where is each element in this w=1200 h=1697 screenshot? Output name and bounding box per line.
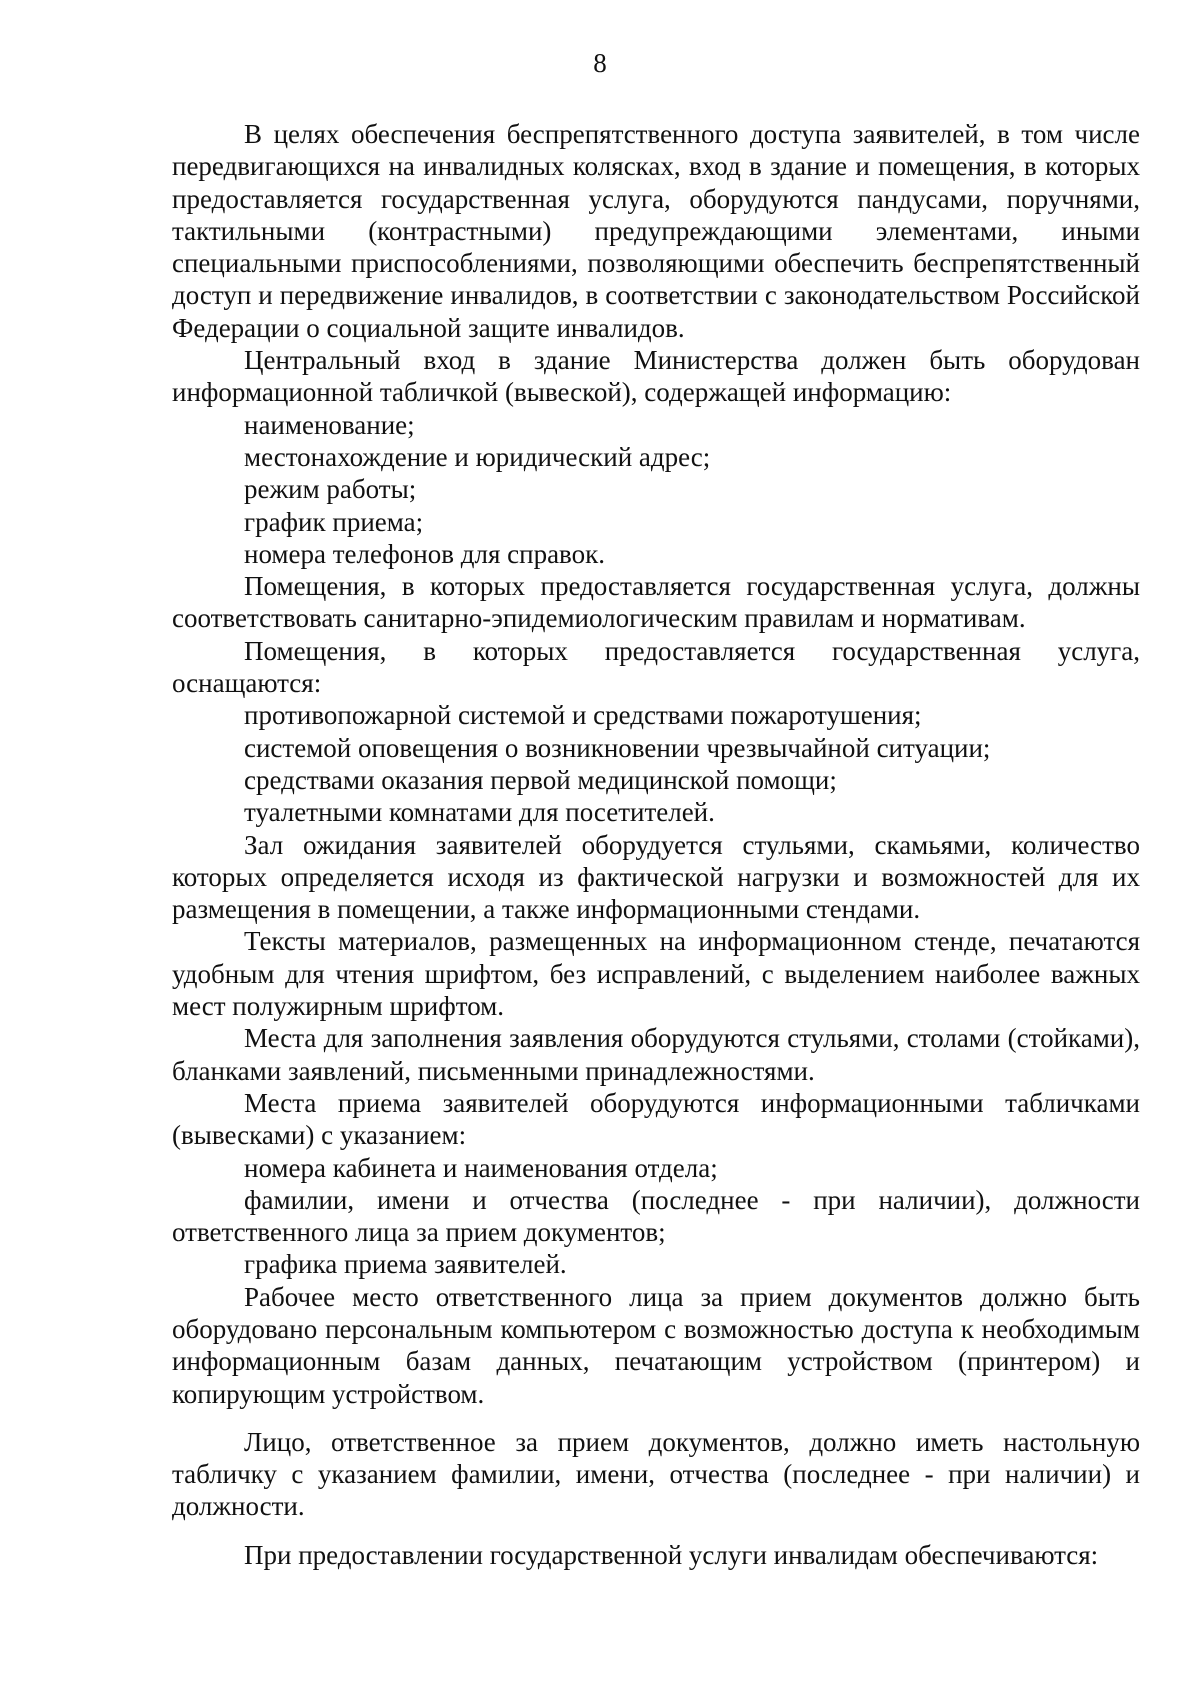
paragraph-desk-plate: Лицо, ответственное за прием документов, должно иметь настольную табличку с указанием фамилии, имени, отчества (последнее - при наличии) и должности. [172,1426,1140,1522]
list-item-responsible-person: фамилии, имени и отчества (последнее - при наличии), должности ответственного лица за прием документов; [172,1184,1140,1248]
list-item-fire-system: противопожарной системой и средствами пожаротушения; [244,700,922,731]
list-item-name: наименование; [244,409,415,440]
list-item-toilets: туалетными комнатами для посетителей. [244,797,715,828]
paragraph-central-entrance: Центральный вход в здание Министерства должен быть оборудован информационной табличкой (вывеской), содержащей информацию: [172,345,1140,408]
list-item-reception-graph: графика приема заявителей. [244,1249,567,1280]
list-item-work-hours: режим работы; [244,474,417,505]
paragraph-accessibility: В целях обеспечения беспрепятственного доступа заявителей, в том числе передвигающихся на инвалидных колясках, вход в здание и помещения, в которых предоставляется государственная услуга, оборудуются пандусами, поручнями, тактильными (контрастными) предупреждающими элементами, иными специальными приспособлениями, позволяющими обеспечить беспрепятственный доступ и передвижение инвалидов, в соответствии с законодательством Российской Федерации о социальной защите инвалидов. [172,119,1140,343]
document-body [172,118,1140,1571]
list-item-phone-numbers: номера телефонов для справок. [244,538,605,569]
list-item-first-aid: средствами оказания первой медицинской помощи; [244,764,837,795]
paragraph-info-stand-texts: Тексты материалов, размещенных на информационном стенде, печатаются удобным для чтения шрифтом, без исправлений, с выделением наиболее важных мест полужирным шрифтом. [172,926,1140,1022]
paragraph-equipment: Помещения, в которых предоставляется государственная услуга, оснащаются: [172,635,1140,699]
list-item-reception-schedule: график приема; [244,506,424,537]
paragraph-waiting-room: Зал ожидания заявителей оборудуется стульями, скамьями, количество которых определяется исходя из фактической нагрузки и возможностей для их размещения в помещении, а также информационными стендами. [172,829,1140,925]
paragraph-reception-places: Места приема заявителей оборудуются информационными табличками (вывесками) с указанием: [172,1087,1140,1151]
list-item-address: местонахождение и юридический адрес; [244,441,711,472]
list-item-alert-system: системой оповещения о возникновении чрезвычайной ситуации; [244,732,991,763]
paragraph-sanitary-rules: Помещения, в которых предоставляется государственная услуга, должны соответствовать санитарно-эпидемиологическим правилам и нормативам. [172,571,1140,634]
paragraph-workplace: Рабочее место ответственного лица за прием документов должно быть оборудовано персональным компьютером с возможностью доступа к необходимым информационным базам данных, печатающим устройством (принтером) и копирующим устройством. [172,1281,1140,1409]
paragraph-application-places: Места для заполнения заявления оборудуются стульями, столами (стойками), бланками заявлений, письменными принадлежностями. [172,1023,1140,1086]
list-item-cabinet-number: номера кабинета и наименования отдела; [244,1152,718,1183]
page-number: 8 [593,48,607,78]
paragraph-disabled-provision: При предоставлении государственной услуги инвалидам обеспечиваются: [244,1539,1099,1570]
